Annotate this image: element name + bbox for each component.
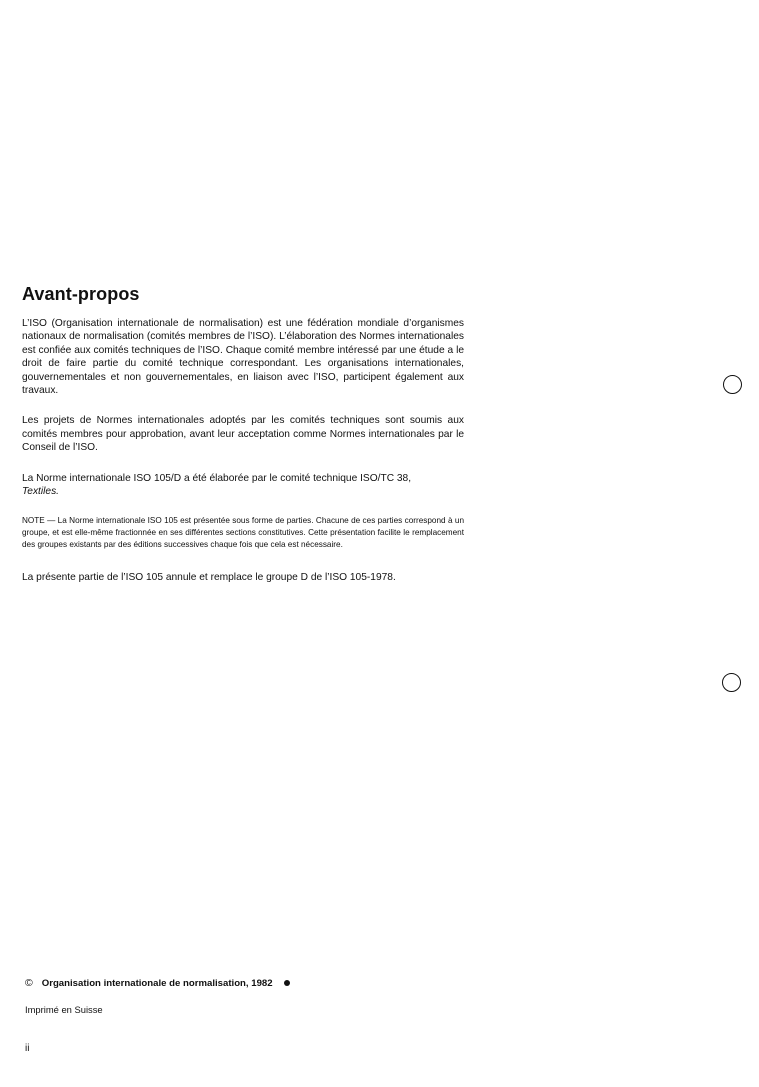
paragraph-technical-committee-text: La Norme internationale ISO 105/D a été élaborée par le comité technique ISO/TC 38, <box>22 472 412 484</box>
foreword-section <box>22 284 464 585</box>
copyright-text: Organisation internationale de normalisation, 1982 <box>41 977 273 989</box>
note-paragraph: NOTE — La Norme internationale ISO 105 est présentée sous forme de parties. Chacune de ces parties correspond à un groupe, et est elle-même fractionnée en ses différentes sections constitutives. Cette présentation facilite le remplacement des groupes existants par des éditions successives chaque fois que cela est nécessaire. <box>22 516 464 550</box>
committee-name: Textiles. <box>22 486 59 498</box>
punch-hole-top <box>723 375 742 394</box>
paragraph-iso-description: L’ISO (Organisation internationale de normalisation) est une fédération mondiale d’organismes nationaux de normalisation (comités membres de l’ISO). L’élaboration des Normes internationales est confiée aux comités techniques de l’ISO. Chaque comité membre intéressé par une étude a le droit de faire partie du comité technique correspondant. Les organisations internationales, gouvernementales et non gouvernementales, en liaison avec l’ISO, participent également aux travaux. <box>22 318 464 397</box>
paragraph-draft-standards: Les projets de Normes internationales adoptés par les comités techniques sont soumis aux comités membres pour approbation, avant leur acceptation comme Normes internationales par le Conseil de l’ISO. <box>22 415 464 454</box>
paragraph-technical-committee <box>22 472 464 499</box>
copyright-icon: © <box>25 977 33 989</box>
bullet-dot-icon <box>284 980 290 986</box>
punch-hole-bottom <box>722 673 741 692</box>
paragraph-supersedes: La présente partie de l’ISO 105 annule et remplace le groupe D de l’ISO 105-1978. <box>22 572 396 584</box>
page-title: Avant-propos <box>22 284 140 304</box>
copyright-line <box>25 977 290 989</box>
printed-in-text: Imprimé en Suisse <box>25 1004 103 1015</box>
page-number: ii <box>25 1043 30 1054</box>
